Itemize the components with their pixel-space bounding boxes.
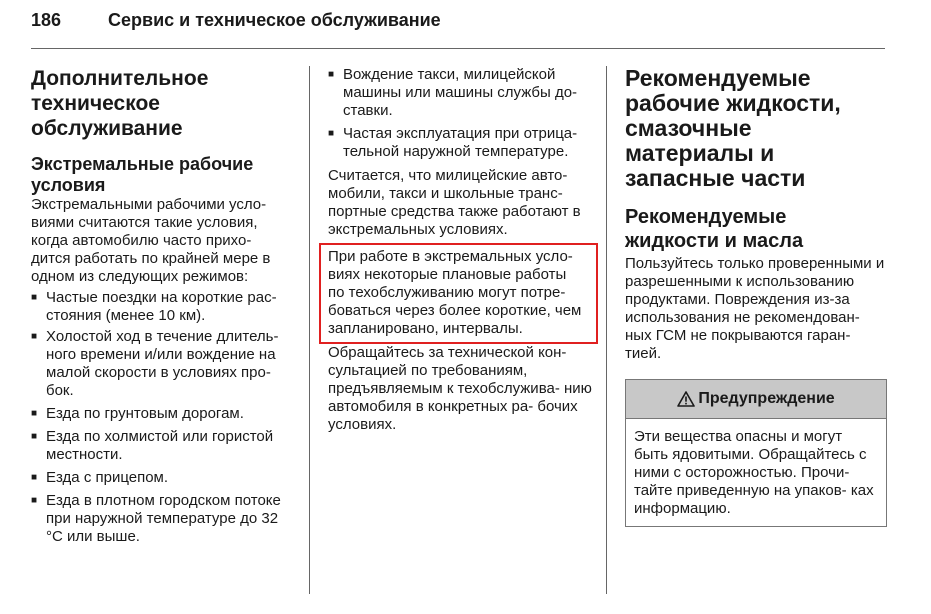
header-divider	[31, 48, 885, 49]
list-item: ■ Езда в плотном городском потоке при наружной температуре до 32 °C или выше.	[31, 492, 293, 546]
column-1	[31, 66, 293, 546]
paragraph: Пользуйтесь только проверенными и разрешенными к использованию продуктами. Повреждения из-за использования не рекомендован- ных ГСМ не покрываются гаран- тией.	[625, 255, 885, 362]
column-divider-2	[606, 66, 607, 594]
column-2	[328, 66, 594, 434]
subsection-heading: Рекомендуемые жидкости и масла	[625, 206, 804, 252]
list-item: ■ Холостой ход в течение длитель- ного времени и/или вождение на малой скорости в условиях про- бок.	[31, 328, 293, 400]
warning-body	[626, 419, 886, 526]
column-divider-1	[309, 66, 310, 594]
column-3	[625, 66, 887, 527]
list-item: ■ Частая эксплуатация при отрица- тельной наружной температуре.	[328, 125, 594, 161]
highlighted-text: При работе в экстремальных усло- виях некоторые плановые работы по техобслуживанию могут потре- боваться через более короткие, чем запланировано, интервалы.	[328, 248, 582, 337]
warning-header	[626, 380, 886, 419]
list-item: ■ Езда с прицепом.	[31, 469, 293, 487]
conditions-list-continued	[328, 66, 594, 161]
subsection-heading: Экстремальные рабочие условия	[31, 154, 254, 195]
section-heading: Рекомендуемые рабочие жидкости, смазочные материалы и запасные части	[625, 65, 841, 191]
list-item: ■ Вождение такси, милицейской машины или машины службы до- ставки.	[328, 66, 594, 120]
section-title: Сервис и техническое обслуживание	[108, 10, 441, 30]
intro-paragraph: Экстремальными рабочими усло- виями считаются такие условия, когда автомобилю часто прихо- дится работать по крайней мере в одном из следующих режимов:	[31, 196, 271, 285]
warning-triangle-icon	[677, 391, 695, 407]
section-heading: Дополнительное техническое обслуживание	[31, 67, 209, 140]
paragraph: Считается, что милицейские авто- мобили, такси и школьные транс- портные средства также работают в экстремальных условиях.	[328, 167, 581, 238]
paragraph: Обращайтесь за технической кон- сультацией по требованиям, предъявляемым к техобслужива- нию автомобиля в конкретных ра- бочих условиях.	[328, 344, 592, 433]
page-number: 186	[31, 10, 62, 30]
warning-title: Предупреждение	[698, 390, 835, 407]
conditions-list	[31, 289, 293, 546]
list-item: ■ Езда по холмистой или гористой местности.	[31, 428, 293, 464]
list-item: ■ Частые поездки на короткие рас- стояния (менее 10 км).	[31, 289, 293, 325]
list-item: ■ Езда по грунтовым дорогам.	[31, 405, 293, 423]
highlighted-note	[319, 243, 598, 344]
warning-box	[625, 379, 887, 527]
warning-text: Эти вещества опасны и могут быть ядовитыми. Обращайтесь с ними с осторожностью. Прочи- тайте приведенную на упаков- ках информацию.	[634, 428, 874, 517]
